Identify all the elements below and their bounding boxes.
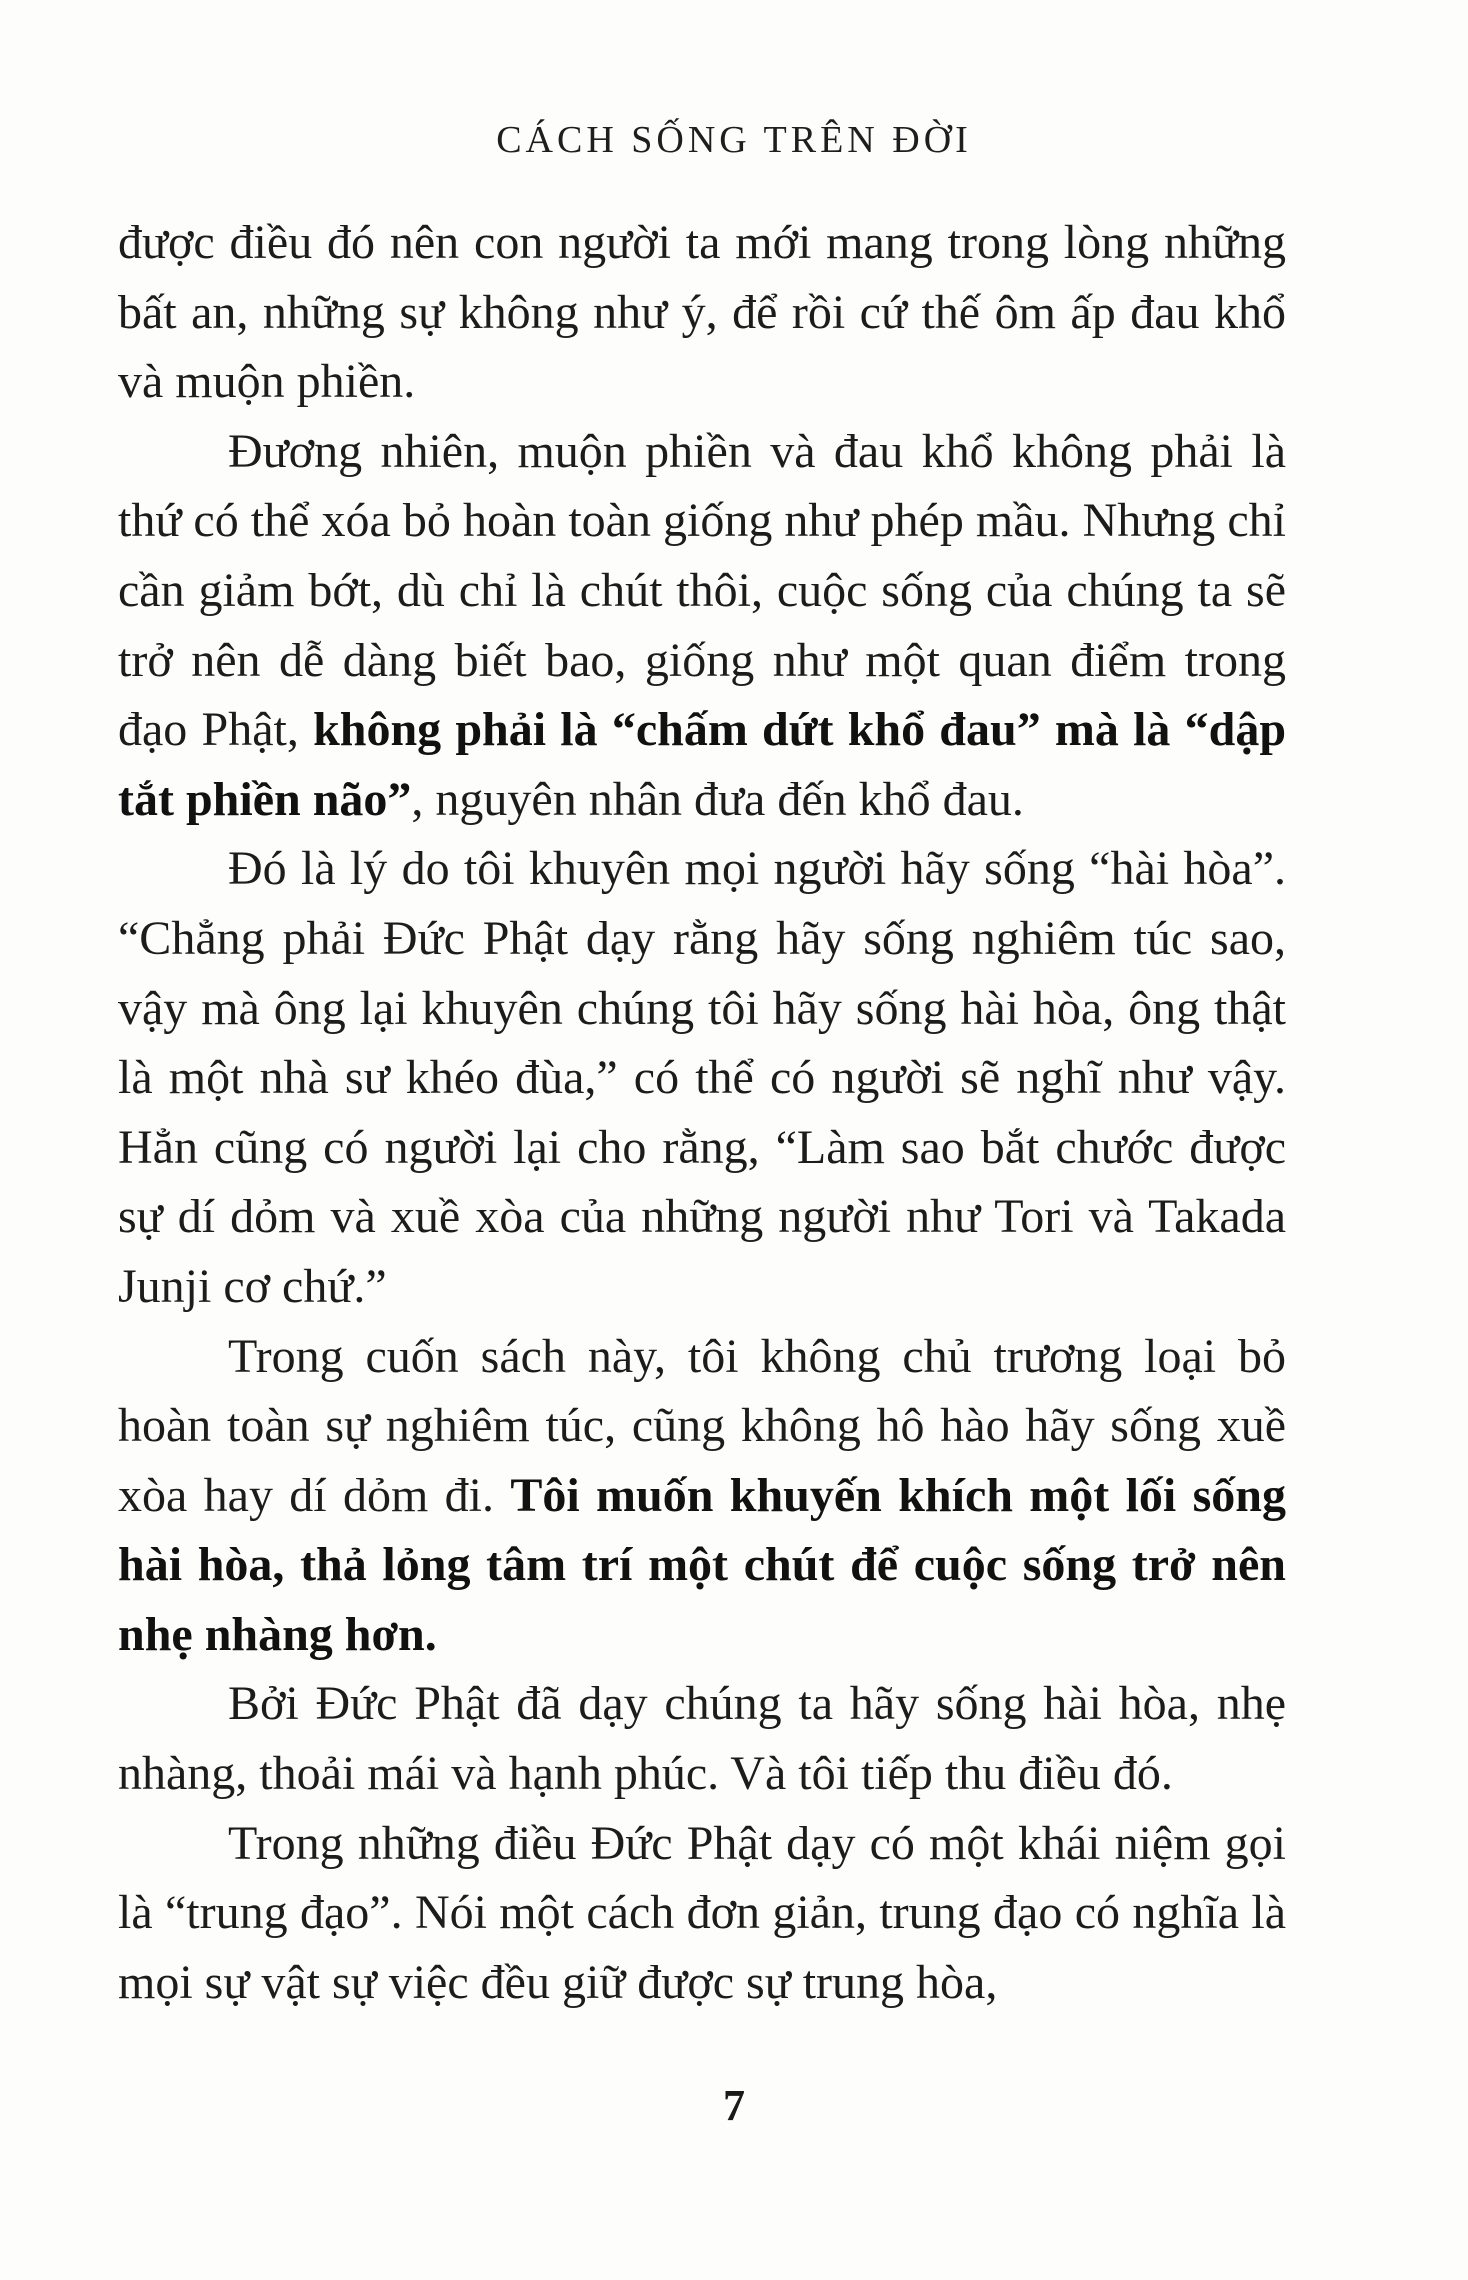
text-run: Trong những điều Đức Phật dạy có một khái niệm gọi là “trung đạo”. Nói một cách đơn giản, trung đạo có nghĩa là mọi sự vật sự việc đều giữ được sự trung hòa,	[118, 1816, 1286, 2009]
paragraph	[118, 1322, 1286, 1670]
body-text	[118, 208, 1286, 2017]
paragraph	[118, 834, 1286, 1321]
bold-text-run: không phải là “chấm dứt khổ đau” mà là “dập tắt phiền não”	[118, 703, 1287, 826]
running-head: CÁCH SỐNG TRÊN ĐỜI	[496, 119, 972, 161]
text-run: Bởi Đức Phật đã dạy chúng ta hãy sống hài hòa, nhẹ nhàng, thoải mái và hạnh phúc. Và tôi tiếp thu điều đó.	[118, 1677, 1286, 1801]
text-run: được điều đó nên con người ta mới mang trong lòng những bất an, những sự không như ý, để rồi cứ thế ôm ấp đau khổ và muộn phiền.	[118, 216, 1286, 409]
page-number: 7	[723, 2081, 745, 2130]
paragraph	[118, 1809, 1286, 2018]
paragraph	[118, 1669, 1286, 1808]
text-run: Đương nhiên, muộn phiền và đau khổ không phải là thứ có thể xóa bỏ hoàn toàn giống như phép mầu. Nhưng chỉ cần giảm bớt, dù chỉ là chút thôi, cuộc sống của chúng ta sẽ trở nên dễ dàng biết bao, giống như một quan điểm trong đạo Phật,	[118, 424, 1286, 757]
paragraph	[118, 208, 1286, 417]
bold-text-run: Tôi muốn khuyến khích một lối sống hài hòa, thả lỏng tâm trí một chút để cuộc sống trở nên nhẹ nhàng hơn.	[118, 1468, 1286, 1661]
text-run: Đó là lý do tôi khuyên mọi người hãy sống “hài hòa”. “Chẳng phải Đức Phật dạy rằng hãy sống nghiêm túc sao, vậy mà ông lại khuyên chúng tôi hãy sống hài hòa, ông thật là một nhà sư khéo đùa,” có thể có người sẽ nghĩ như vậy. Hẳn cũng có người lại cho rằng, “Làm sao bắt chước được sự dí dỏm và xuề xòa của những người như Tori và Takada Junji cơ chứ.”	[118, 842, 1286, 1313]
paragraph	[118, 417, 1286, 835]
text-run: , nguyên nhân đưa đến khổ đau.	[411, 772, 1024, 826]
text-run: Trong cuốn sách này, tôi không chủ trương loại bỏ hoàn toàn sự nghiêm túc, cũng không hô hào hãy sống xuề xòa hay dí dỏm đi.	[118, 1329, 1286, 1522]
